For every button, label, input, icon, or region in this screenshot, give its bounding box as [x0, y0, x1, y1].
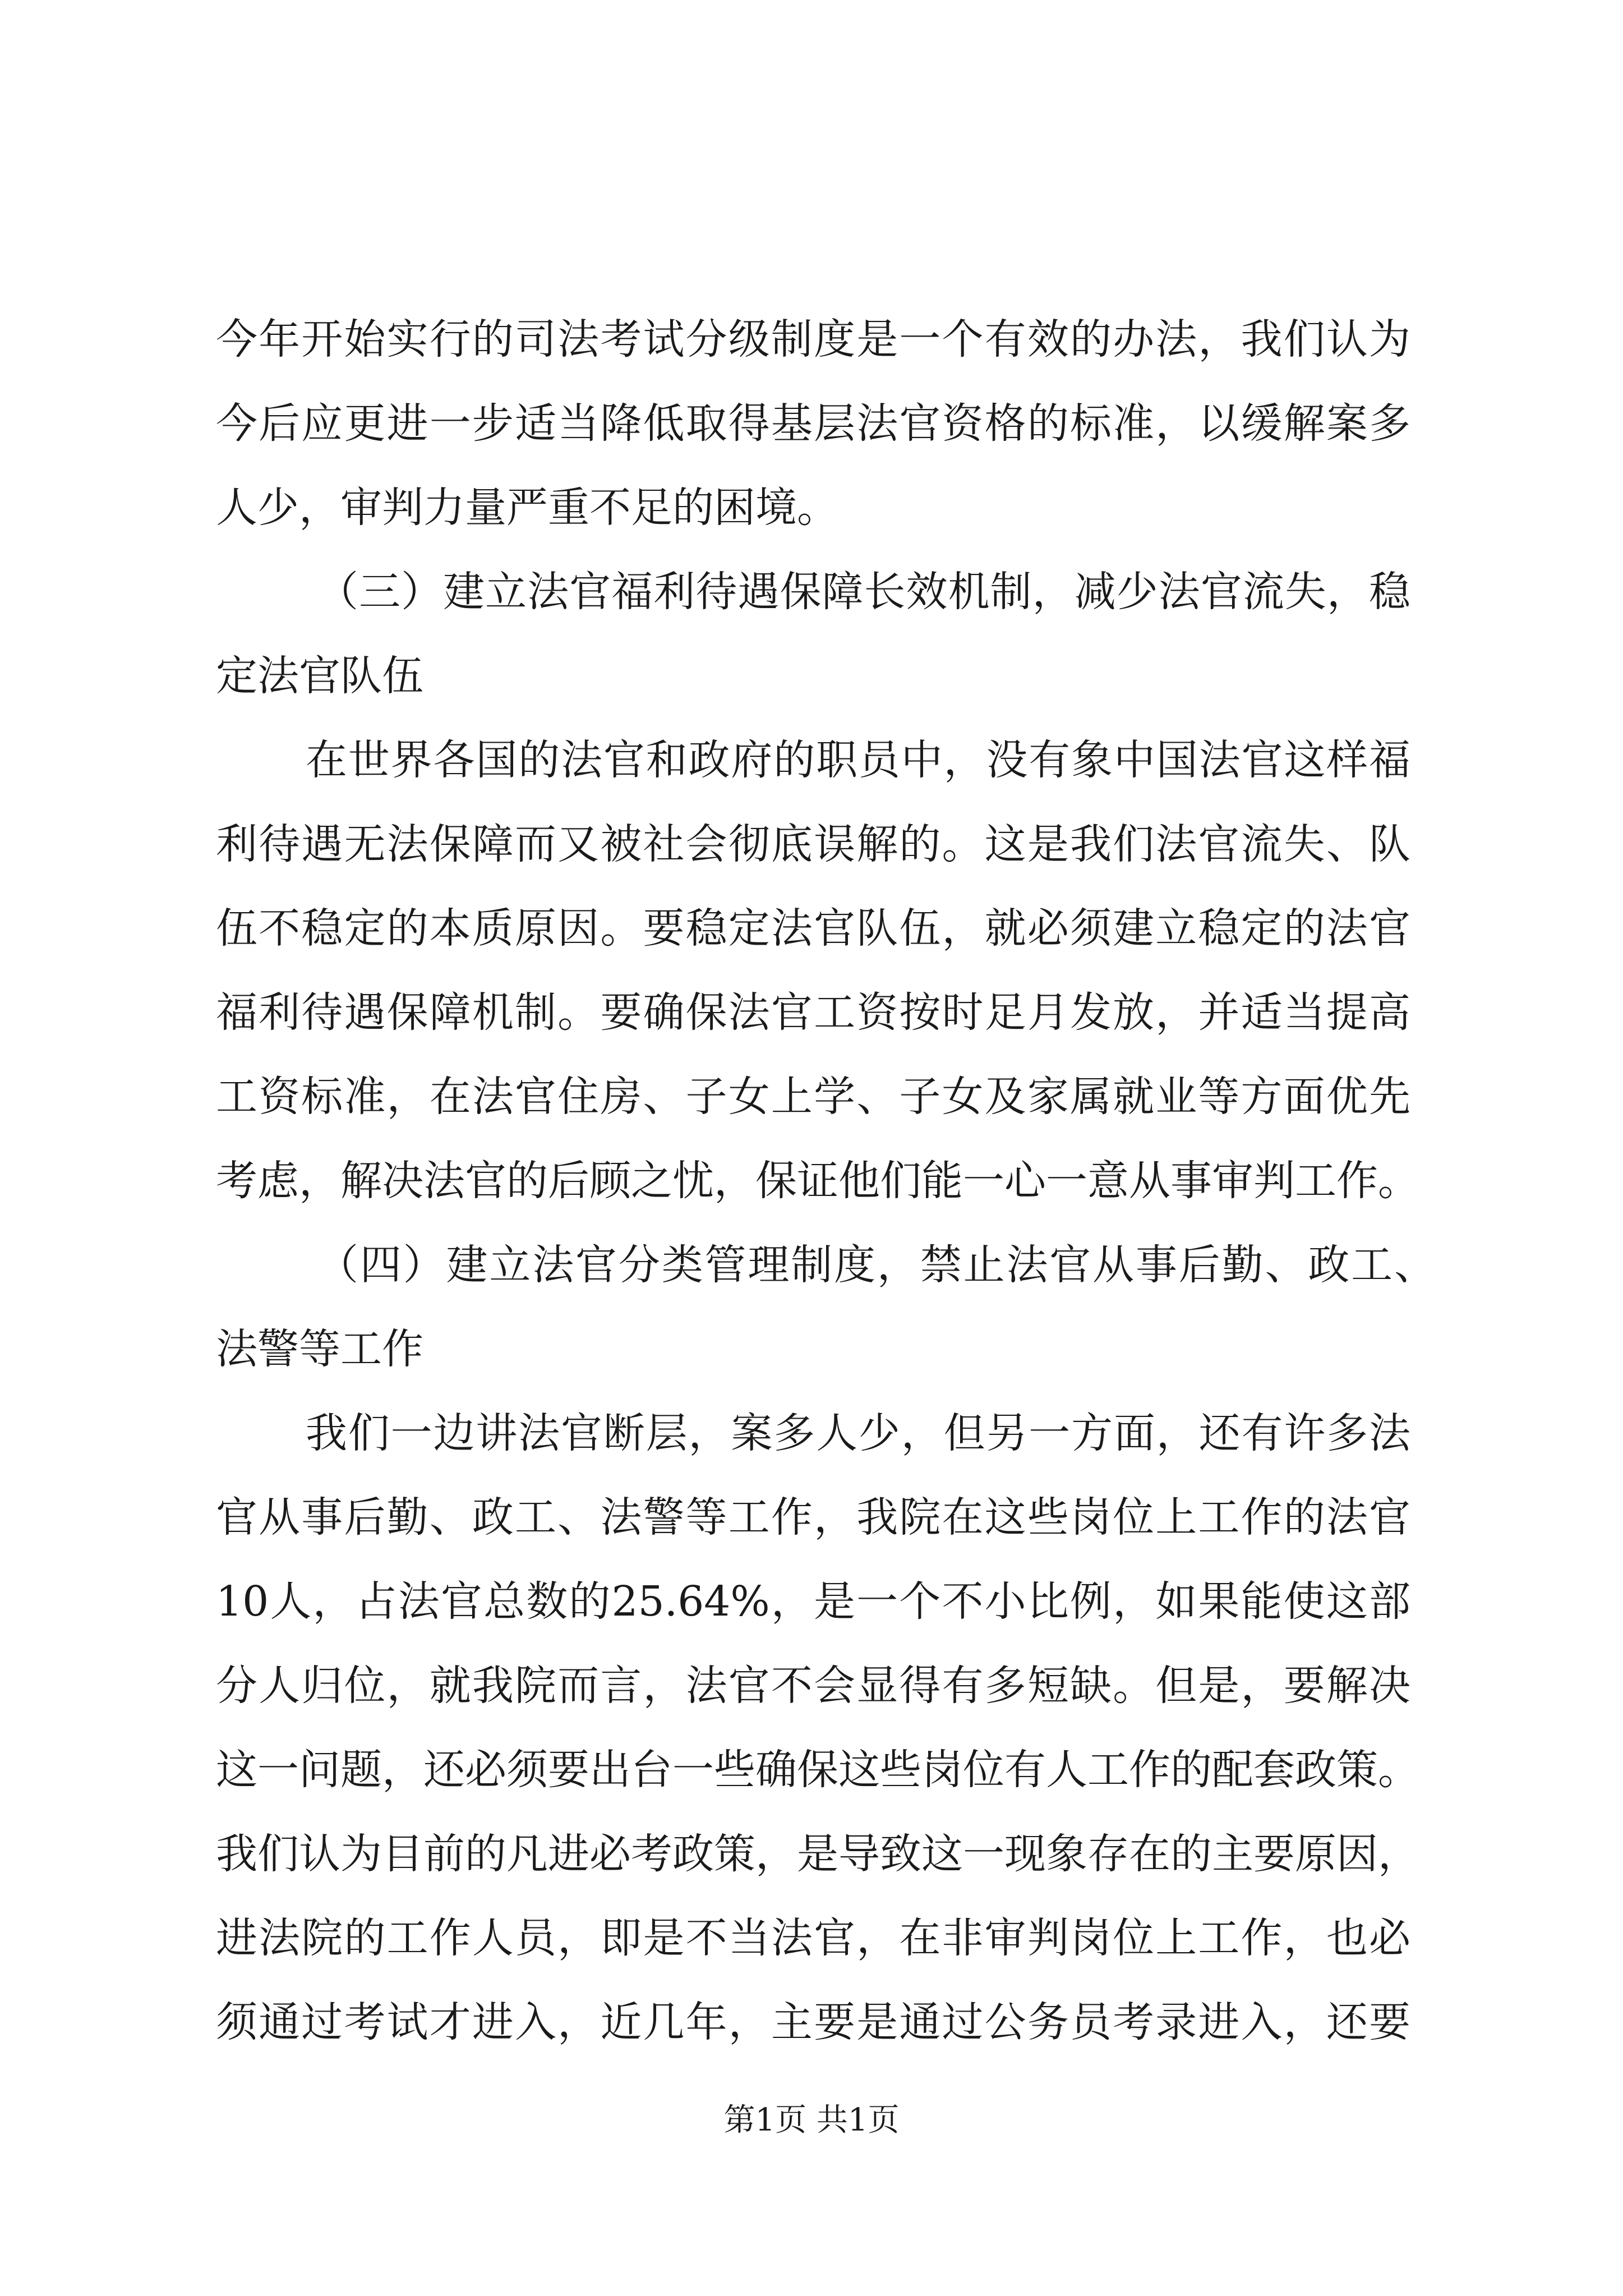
paragraph-line: 10人，占法官总数的25.64%，是一个不小比例，如果能使这部 [216, 1577, 1410, 1626]
paragraph-line: 这一问题，还必须要出台一些确保这些岗位有人工作的配套政策。 [216, 1746, 1419, 1794]
section-heading: （三）建立法官福利待遇保障长效机制，减少法官流失，稳 [317, 568, 1410, 616]
paragraph-line: 进法院的工作人员，即是不当法官，在非审判岗位上工作，也必 [216, 1914, 1410, 1962]
paragraph-line: 在世界各国的法官和政府的职员中，没有象中国法官这样福 [306, 736, 1410, 784]
paragraph-line: 我们认为目前的凡进必考政策，是导致这一现象存在的主要原因， [216, 1830, 1419, 1878]
paragraph-line: 人少，审判力量严重不足的困境。 [216, 484, 838, 532]
paragraph-line: 利待遇无法保障而又被社会彻底误解的。这是我们法官流失、队 [216, 820, 1410, 868]
paragraph-line: 须通过考试才进入，近几年，主要是通过公务员考录进入，还要 [216, 1998, 1410, 2046]
paragraph-line: 考虑，解决法官的后顾之忧，保证他们能一心一意从事审判工作。 [216, 1157, 1419, 1205]
paragraph-line: 工资标准，在法官住房、子女上学、子女及家属就业等方面优先 [216, 1073, 1410, 1121]
paragraph-line: 今年开始实行的司法考试分级制度是一个有效的办法，我们认为 [216, 315, 1410, 364]
paragraph-line: 官从事后勤、政工、法警等工作，我院在这些岗位上工作的法官 [216, 1493, 1410, 1542]
section-heading: 法警等工作 [216, 1325, 423, 1373]
section-heading: （四）建立法官分类管理制度，禁止法官从事后勤、政工、 [317, 1241, 1436, 1289]
paragraph-line: 分人归位，就我院而言，法官不会显得有多短缺。但是，要解决 [216, 1662, 1410, 1710]
section-heading: 定法官队伍 [216, 652, 423, 700]
paragraph-line: 我们一边讲法官断层，案多人少，但另一方面，还有许多法 [306, 1409, 1410, 1457]
page-number-footer: 第1页 共1页 [723, 2102, 900, 2138]
paragraph-line: 福利待遇保障机制。要确保法官工资按时足月发放，并适当提高 [216, 988, 1410, 1037]
paragraph-line: 伍不稳定的本质原因。要稳定法官队伍，就必须建立稳定的法官 [216, 904, 1410, 953]
paragraph-line: 今后应更进一步适当降低取得基层法官资格的标准，以缓解案多 [216, 399, 1410, 448]
